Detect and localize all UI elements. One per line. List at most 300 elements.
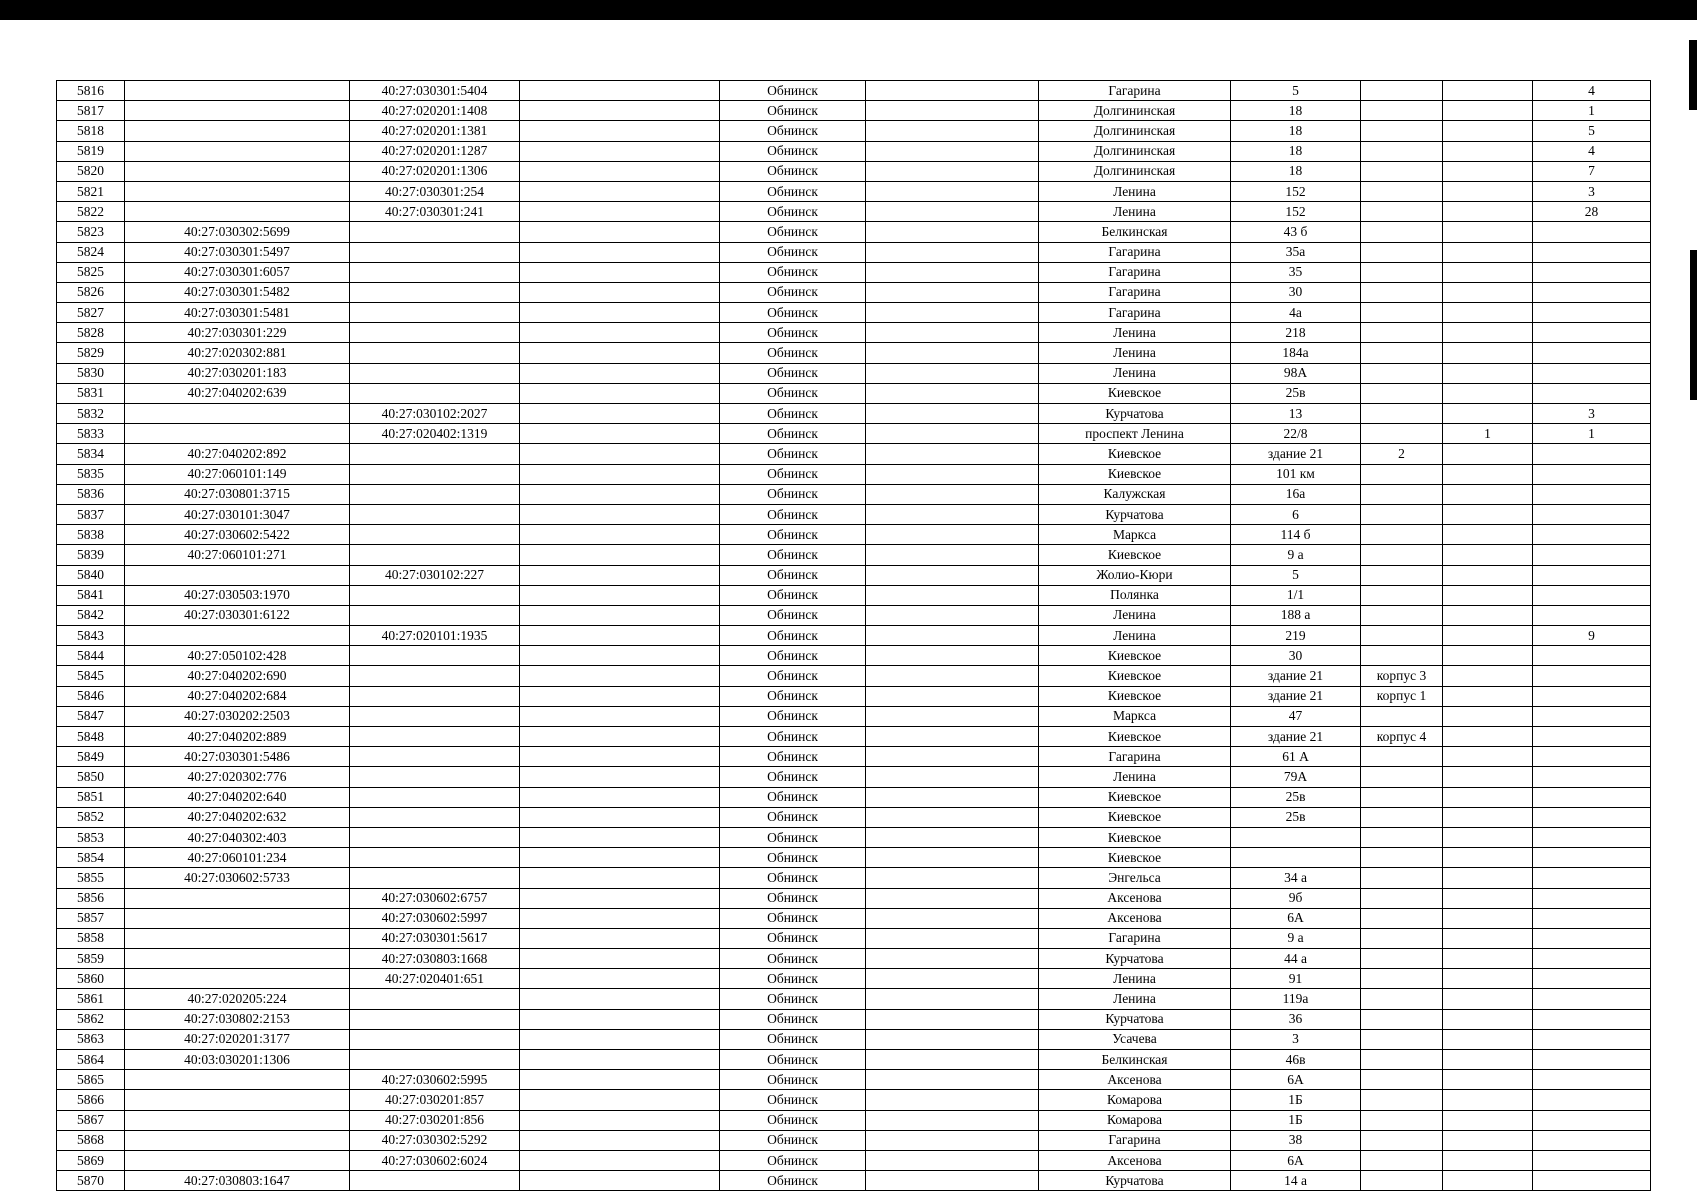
row-number-cell: 5866 [57,1090,125,1110]
row-number-cell: 5841 [57,585,125,605]
row-number-cell: 5818 [57,121,125,141]
building-cell [1361,605,1443,625]
apartment-cell [1533,1110,1651,1130]
table-row [57,1029,1651,1049]
empty-column-cell [520,383,720,403]
cadastral-number-a-cell: 40:27:060101:271 [125,545,350,565]
row-number-cell: 5869 [57,1150,125,1170]
cadastral-number-a-cell: 40:27:040202:639 [125,383,350,403]
apartment-cell [1533,605,1651,625]
street-cell: Киевское [1039,686,1231,706]
empty-column-cell [520,949,720,969]
city-cell: Обнинск [720,303,866,323]
unit-cell [1443,827,1533,847]
city-cell: Обнинск [720,282,866,302]
unit-cell [1443,1150,1533,1170]
cadastral-number-b-cell [350,827,520,847]
building-cell [1361,323,1443,343]
cadastral-number-b-cell [350,242,520,262]
building-cell [1361,1090,1443,1110]
empty-column-cell [866,928,1039,948]
cadastral-number-a-cell: 40:27:030602:5733 [125,868,350,888]
empty-column-cell [866,141,1039,161]
building-cell [1361,565,1443,585]
house-number-cell: 61 А [1231,747,1361,767]
empty-column-cell [866,949,1039,969]
street-cell: Гагарина [1039,282,1231,302]
empty-column-cell [520,1110,720,1130]
street-cell: Полянка [1039,585,1231,605]
row-number-cell: 5857 [57,908,125,928]
row-number-cell: 5854 [57,848,125,868]
house-number-cell: 98А [1231,363,1361,383]
building-cell [1361,1029,1443,1049]
building-cell [1361,1070,1443,1090]
unit-cell [1443,484,1533,504]
city-cell: Обнинск [720,1029,866,1049]
house-number-cell: 6 [1231,504,1361,524]
unit-cell [1443,404,1533,424]
empty-column-cell [866,484,1039,504]
street-cell: Ленина [1039,202,1231,222]
cadastral-number-b-cell [350,464,520,484]
city-cell: Обнинск [720,747,866,767]
cadastral-number-a-cell [125,949,350,969]
house-number-cell: 9 а [1231,545,1361,565]
empty-column-cell [520,585,720,605]
apartment-cell [1533,787,1651,807]
street-cell: Маркса [1039,706,1231,726]
city-cell: Обнинск [720,585,866,605]
empty-column-cell [520,181,720,201]
city-cell: Обнинск [720,1110,866,1130]
city-cell: Обнинск [720,908,866,928]
street-cell: Гагарина [1039,81,1231,101]
cadastral-number-a-cell [125,565,350,585]
street-cell: Гагарина [1039,928,1231,948]
cadastral-number-a-cell: 40:27:030302:5699 [125,222,350,242]
building-cell [1361,989,1443,1009]
city-cell: Обнинск [720,1130,866,1150]
street-cell: Долгининская [1039,121,1231,141]
row-number-cell: 5824 [57,242,125,262]
city-cell: Обнинск [720,504,866,524]
cadastral-number-b-cell: 40:27:030602:5997 [350,908,520,928]
apartment-cell [1533,1090,1651,1110]
row-number-cell: 5865 [57,1070,125,1090]
street-cell: Курчатова [1039,949,1231,969]
street-cell: Курчатова [1039,1009,1231,1029]
empty-column-cell [866,282,1039,302]
cadastral-number-b-cell [350,504,520,524]
empty-column-cell [520,504,720,524]
table-row [57,242,1651,262]
cadastral-number-b-cell [350,747,520,767]
unit-cell [1443,807,1533,827]
scan-edge-mark [1690,250,1697,400]
building-cell [1361,484,1443,504]
row-number-cell: 5848 [57,727,125,747]
house-number-cell: 35а [1231,242,1361,262]
apartment-cell [1533,727,1651,747]
apartment-cell [1533,646,1651,666]
building-cell [1361,888,1443,908]
street-cell: Ленина [1039,605,1231,625]
apartment-cell: 9 [1533,626,1651,646]
table-row [57,868,1651,888]
cadastral-number-a-cell: 40:27:030101:3047 [125,504,350,524]
empty-column-cell [866,706,1039,726]
building-cell [1361,626,1443,646]
unit-cell [1443,81,1533,101]
unit-cell [1443,888,1533,908]
building-cell: корпус 3 [1361,666,1443,686]
unit-cell [1443,1009,1533,1029]
apartment-cell [1533,262,1651,282]
row-number-cell: 5836 [57,484,125,504]
cadastral-number-a-cell: 40:27:040202:892 [125,444,350,464]
empty-column-cell [866,303,1039,323]
cadastral-number-b-cell [350,807,520,827]
unit-cell [1443,928,1533,948]
building-cell [1361,1171,1443,1191]
cadastral-number-a-cell [125,908,350,928]
empty-column-cell [866,1171,1039,1191]
cadastral-number-b-cell [350,727,520,747]
empty-column-cell [866,666,1039,686]
house-number-cell: 38 [1231,1130,1361,1150]
row-number-cell: 5861 [57,989,125,1009]
unit-cell [1443,626,1533,646]
unit-cell [1443,383,1533,403]
empty-column-cell [866,969,1039,989]
registry-table [56,80,1651,1191]
table-row [57,1150,1651,1170]
street-cell: Ленина [1039,626,1231,646]
cadastral-number-b-cell: 40:27:020201:1306 [350,161,520,181]
street-cell: Киевское [1039,383,1231,403]
empty-column-cell [866,161,1039,181]
empty-column-cell [520,1130,720,1150]
empty-column-cell [520,868,720,888]
row-number-cell: 5846 [57,686,125,706]
building-cell: корпус 4 [1361,727,1443,747]
house-number-cell: 25в [1231,807,1361,827]
empty-column-cell [520,545,720,565]
table-row [57,989,1651,1009]
table-row [57,363,1651,383]
cadastral-number-b-cell: 40:27:030102:2027 [350,404,520,424]
house-number-cell: 6А [1231,1070,1361,1090]
house-number-cell: 101 км [1231,464,1361,484]
empty-column-cell [866,383,1039,403]
apartment-cell [1533,504,1651,524]
apartment-cell [1533,1070,1651,1090]
table-row [57,222,1651,242]
building-cell [1361,383,1443,403]
city-cell: Обнинск [720,262,866,282]
city-cell: Обнинск [720,484,866,504]
cadastral-number-a-cell: 40:27:040302:403 [125,827,350,847]
table-row [57,1171,1651,1191]
building-cell [1361,868,1443,888]
city-cell: Обнинск [720,323,866,343]
street-cell: Долгининская [1039,101,1231,121]
row-number-cell: 5827 [57,303,125,323]
unit-cell [1443,282,1533,302]
cadastral-number-b-cell: 40:27:020401:651 [350,969,520,989]
table-row [57,767,1651,787]
building-cell [1361,807,1443,827]
house-number-cell: 9б [1231,888,1361,908]
table-row [57,525,1651,545]
house-number-cell: здание 21 [1231,686,1361,706]
unit-cell [1443,444,1533,464]
empty-column-cell [866,222,1039,242]
unit-cell [1443,666,1533,686]
cadastral-number-a-cell [125,888,350,908]
row-number-cell: 5868 [57,1130,125,1150]
row-number-cell: 5823 [57,222,125,242]
cadastral-number-b-cell [350,706,520,726]
apartment-cell: 5 [1533,121,1651,141]
street-cell: Маркса [1039,525,1231,545]
registry-table-body [57,81,1651,1191]
apartment-cell [1533,545,1651,565]
apartment-cell [1533,444,1651,464]
unit-cell [1443,242,1533,262]
city-cell: Обнинск [720,949,866,969]
apartment-cell [1533,222,1651,242]
empty-column-cell [866,1150,1039,1170]
unit-cell [1443,161,1533,181]
street-cell: Долгининская [1039,161,1231,181]
empty-column-cell [520,484,720,504]
row-number-cell: 5825 [57,262,125,282]
building-cell [1361,81,1443,101]
street-cell: Ленина [1039,343,1231,363]
empty-column-cell [520,363,720,383]
empty-column-cell [866,1029,1039,1049]
building-cell [1361,928,1443,948]
building-cell [1361,848,1443,868]
unit-cell [1443,141,1533,161]
row-number-cell: 5817 [57,101,125,121]
cadastral-number-b-cell [350,525,520,545]
house-number-cell: 44 а [1231,949,1361,969]
table-row [57,303,1651,323]
row-number-cell: 5830 [57,363,125,383]
cadastral-number-b-cell [350,605,520,625]
city-cell: Обнинск [720,565,866,585]
street-cell: Аксенова [1039,1070,1231,1090]
city-cell: Обнинск [720,383,866,403]
building-cell [1361,363,1443,383]
unit-cell [1443,585,1533,605]
cadastral-number-b-cell [350,323,520,343]
building-cell [1361,646,1443,666]
street-cell: Белкинская [1039,1050,1231,1070]
apartment-cell: 1 [1533,424,1651,444]
unit-cell [1443,787,1533,807]
house-number-cell: 25в [1231,787,1361,807]
street-cell: Ленина [1039,989,1231,1009]
unit-cell [1443,202,1533,222]
empty-column-cell [866,464,1039,484]
unit-cell [1443,969,1533,989]
city-cell: Обнинск [720,343,866,363]
cadastral-number-a-cell: 40:27:030301:229 [125,323,350,343]
cadastral-number-b-cell [350,868,520,888]
empty-column-cell [520,1029,720,1049]
apartment-cell [1533,848,1651,868]
apartment-cell [1533,767,1651,787]
apartment-cell [1533,1009,1651,1029]
house-number-cell: 30 [1231,282,1361,302]
cadastral-number-b-cell: 40:27:020101:1935 [350,626,520,646]
cadastral-number-a-cell [125,81,350,101]
street-cell: Киевское [1039,807,1231,827]
apartment-cell [1533,807,1651,827]
house-number-cell: 119а [1231,989,1361,1009]
cadastral-number-a-cell: 40:27:040202:690 [125,666,350,686]
house-number-cell: 5 [1231,565,1361,585]
table-row [57,101,1651,121]
empty-column-cell [520,202,720,222]
row-number-cell: 5845 [57,666,125,686]
apartment-cell [1533,1130,1651,1150]
street-cell: Усачева [1039,1029,1231,1049]
empty-column-cell [520,787,720,807]
unit-cell [1443,525,1533,545]
scan-edge-mark [1689,40,1697,110]
city-cell: Обнинск [720,928,866,948]
row-number-cell: 5843 [57,626,125,646]
cadastral-number-a-cell [125,101,350,121]
row-number-cell: 5834 [57,444,125,464]
building-cell [1361,343,1443,363]
city-cell: Обнинск [720,202,866,222]
cadastral-number-b-cell [350,686,520,706]
cadastral-number-a-cell: 40:27:060101:234 [125,848,350,868]
house-number-cell: 16а [1231,484,1361,504]
empty-column-cell [866,81,1039,101]
unit-cell [1443,545,1533,565]
empty-column-cell [520,121,720,141]
house-number-cell: 47 [1231,706,1361,726]
cadastral-number-b-cell [350,646,520,666]
cadastral-number-b-cell: 40:27:030602:6024 [350,1150,520,1170]
row-number-cell: 5864 [57,1050,125,1070]
apartment-cell [1533,706,1651,726]
city-cell: Обнинск [720,787,866,807]
table-row [57,262,1651,282]
city-cell: Обнинск [720,161,866,181]
empty-column-cell [866,605,1039,625]
house-number-cell: 188 а [1231,605,1361,625]
row-number-cell: 5862 [57,1009,125,1029]
house-number-cell: здание 21 [1231,727,1361,747]
unit-cell [1443,343,1533,363]
house-number-cell: 18 [1231,121,1361,141]
empty-column-cell [866,363,1039,383]
building-cell [1361,121,1443,141]
row-number-cell: 5859 [57,949,125,969]
cadastral-number-b-cell: 40:27:030301:254 [350,181,520,201]
cadastral-number-b-cell [350,666,520,686]
street-cell: Киевское [1039,444,1231,464]
unit-cell [1443,363,1533,383]
table-row [57,121,1651,141]
street-cell: Жолио-Кюри [1039,565,1231,585]
cadastral-number-a-cell: 40:27:030301:5497 [125,242,350,262]
street-cell: Белкинская [1039,222,1231,242]
building-cell [1361,585,1443,605]
city-cell: Обнинск [720,605,866,625]
row-number-cell: 5833 [57,424,125,444]
city-cell: Обнинск [720,363,866,383]
street-cell: Комарова [1039,1110,1231,1130]
cadastral-number-a-cell [125,121,350,141]
city-cell: Обнинск [720,1171,866,1191]
row-number-cell: 5835 [57,464,125,484]
cadastral-number-b-cell [350,262,520,282]
building-cell [1361,827,1443,847]
house-number-cell: 25в [1231,383,1361,403]
house-number-cell: 18 [1231,101,1361,121]
table-row [57,827,1651,847]
house-number-cell: 36 [1231,1009,1361,1029]
house-number-cell [1231,848,1361,868]
house-number-cell: 91 [1231,969,1361,989]
table-row [57,1050,1651,1070]
empty-column-cell [520,424,720,444]
building-cell [1361,242,1443,262]
empty-column-cell [866,1009,1039,1029]
cadastral-number-b-cell [350,585,520,605]
table-row [57,81,1651,101]
empty-column-cell [520,444,720,464]
empty-column-cell [866,1090,1039,1110]
cadastral-number-b-cell [350,787,520,807]
building-cell [1361,504,1443,524]
street-cell: Курчатова [1039,404,1231,424]
apartment-cell [1533,1171,1651,1191]
building-cell [1361,464,1443,484]
cadastral-number-b-cell: 40:27:020201:1408 [350,101,520,121]
empty-column-cell [520,969,720,989]
cadastral-number-a-cell: 40:27:030801:3715 [125,484,350,504]
table-row [57,626,1651,646]
empty-column-cell [866,585,1039,605]
unit-cell [1443,767,1533,787]
building-cell [1361,525,1443,545]
table-row [57,565,1651,585]
cadastral-number-b-cell [350,1009,520,1029]
house-number-cell: здание 21 [1231,444,1361,464]
row-number-cell: 5820 [57,161,125,181]
empty-column-cell [866,424,1039,444]
apartment-cell [1533,242,1651,262]
street-cell: Киевское [1039,646,1231,666]
empty-column-cell [520,1171,720,1191]
unit-cell [1443,222,1533,242]
empty-column-cell [866,525,1039,545]
building-cell [1361,747,1443,767]
unit-cell [1443,1110,1533,1130]
house-number-cell: 1Б [1231,1110,1361,1130]
building-cell [1361,767,1443,787]
